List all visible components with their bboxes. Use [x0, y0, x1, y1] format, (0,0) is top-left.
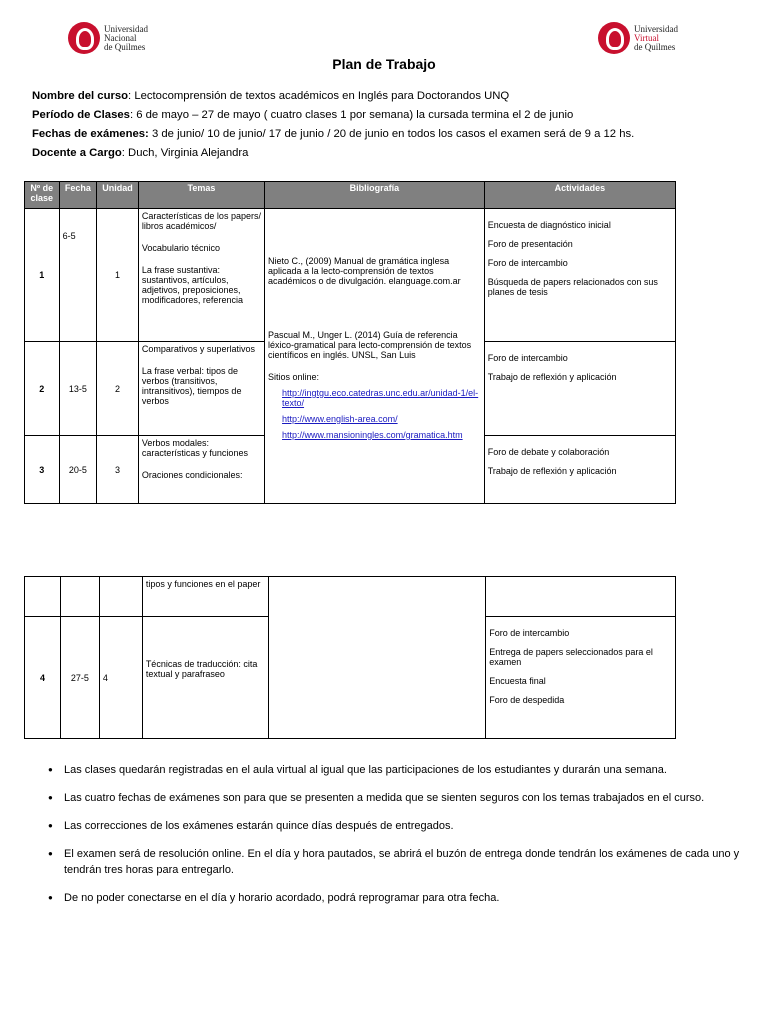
row1-tema-2: Vocabulario técnico [141, 243, 220, 253]
logo-right-line-3: de Quilmes [634, 41, 676, 52]
row1-actividades [484, 209, 675, 342]
header-clase: Nº de clase [25, 182, 60, 209]
row1-num: 1 [25, 209, 60, 342]
row4-actividades [486, 617, 676, 739]
curso-label: Nombre del curso [32, 90, 129, 102]
curso-value: : Lectocomprensión de textos académicos en Inglés para Doctorandos UNQ [128, 90, 510, 102]
unq-seal-icon [68, 22, 100, 54]
logo-right-line-2: Virtual [634, 32, 659, 43]
row4-act-1: Foro de intercambio [489, 628, 570, 638]
table-header-row [25, 182, 676, 209]
header-unidad: Unidad [97, 182, 139, 209]
bib-link-2[interactable]: http://www.english-area.com/ [282, 414, 398, 424]
row1-tema-3: La frase sustantiva: sustantivos, artículos, adjetivos, preposiciones, modificadores, referencia [141, 265, 243, 305]
list-item: ● De no poder conectarse en el día y horario acordado, podrá reprogramar para otra fecha. [48, 890, 748, 906]
bib-ref-2: Pascual M., Unger L. (2014) Guía de referencia léxico-gramatical para lecto-comprensión de textos científicos en inglés. UNSL, San Luis [268, 330, 472, 360]
unq-logo [68, 22, 148, 54]
row3-temas [138, 436, 264, 504]
row3-actividades [484, 436, 675, 504]
row1-unidad: 1 [97, 209, 139, 342]
row2-act-2: Trabajo de reflexión y aplicación [487, 372, 617, 382]
fechas-label: Fechas de exámenes: [32, 128, 149, 140]
bib-ref-1: Nieto C., (2009) Manual de gramática inglesa aplicada a la lecto-comprensión de textos académicos o de divulgación. elanguage.com.ar [268, 256, 461, 286]
row2-tema-2: La frase verbal: tipos de verbos (transitivos, intransitivos), tiempos de verbos [141, 366, 242, 406]
row1-fecha: 6-5 [59, 209, 97, 342]
course-info [32, 87, 634, 163]
row3-fecha: 20-5 [59, 436, 97, 504]
row2-fecha: 13-5 [59, 342, 97, 436]
list-item: ● El examen será de resolución online. En el día y hora pautados, se abrirá el buzón de entrega donde tendrán los exámenes de cada uno y tendrán tres horas para entregarlo. [48, 846, 748, 878]
row1-tema-1: Características de los papers/ libros académicos/ [141, 211, 261, 231]
logo-left-line-3: de Quilmes [104, 41, 146, 52]
bibliografia-cell [265, 209, 485, 504]
header-bibliografia: Bibliografía [265, 182, 485, 209]
list-item: ● Las cuatro fechas de exámenes son para que se presenten a medida que se sienten seguros con los temas trabajados en el curso. [48, 790, 748, 806]
docente-label: Docente a Cargo [32, 147, 122, 159]
header-actividades: Actividades [484, 182, 675, 209]
header-temas: Temas [138, 182, 264, 209]
periodo-value: : 6 de mayo – 27 de mayo ( cuatro clases 1 por semana) la cursada termina el 2 de junio [129, 109, 574, 121]
bib-link-1[interactable]: http://ingtgu.eco.catedras.unc.edu.ar/unidad-1/el-texto/ [282, 388, 479, 408]
cont-fecha [60, 577, 99, 617]
row3-act-1: Foro de debate y colaboración [487, 447, 610, 457]
row4-act-3: Encuesta final [489, 676, 546, 686]
logo-left-line-1: Universidad [104, 23, 148, 34]
periodo-label: Período de Clases [32, 109, 130, 121]
row4-unidad: 4 [99, 617, 142, 739]
cont-bibliografia [268, 577, 486, 739]
notes-list [48, 762, 748, 918]
row1-act-2: Foro de presentación [487, 239, 573, 249]
row4-temas: Técnicas de traducción: cita textual y parafraseo [142, 617, 268, 739]
row3-act-2: Trabajo de reflexión y aplicación [487, 466, 617, 476]
row3-tema-1: Verbos modales: características y funciones [141, 438, 248, 458]
row2-unidad: 2 [97, 342, 139, 436]
row4-num: 4 [25, 617, 61, 739]
cont-num [25, 577, 61, 617]
row2-tema-1: Comparativos y superlativos [141, 344, 255, 354]
uvq-seal-icon [598, 22, 630, 54]
row1-temas [138, 209, 264, 342]
row2-temas [138, 342, 264, 436]
list-item: ● Las correcciones de los exámenes estarán quince días después de entregados. [48, 818, 748, 834]
row2-num: 2 [25, 342, 60, 436]
logo-right-line-1: Universidad [634, 23, 678, 34]
header-fecha: Fecha [59, 182, 97, 209]
schedule-table [24, 181, 676, 504]
list-item: ● Las clases quedarán registradas en el aula virtual al igual que las participaciones de los estudiantes y durarán una semana. [48, 762, 748, 778]
cont-actividades [486, 577, 676, 617]
row3-unidad: 3 [97, 436, 139, 504]
row3-tema-2: Oraciones condicionales: [141, 470, 243, 480]
row1-act-4: Búsqueda de papers relacionados con sus planes de tesis [487, 277, 658, 297]
row4-fecha: 27-5 [60, 617, 99, 739]
row4-act-4: Foro de despedida [489, 695, 565, 705]
page-title: Plan de Trabajo [332, 56, 436, 72]
row2-actividades [484, 342, 675, 436]
cont-unidad [99, 577, 142, 617]
fechas-value: 3 de junio/ 10 de junio/ 17 de junio / 20 de junio en todos los casos el examen será de 9 a 12 hs. [148, 128, 635, 140]
uvq-logo [598, 22, 678, 54]
row4-act-2: Entrega de papers seleccionados para el examen [489, 647, 653, 667]
table-row [25, 577, 676, 617]
schedule-table-continued [24, 576, 676, 739]
docente-value: : Duch, Virginia Alejandra [121, 147, 249, 159]
row2-act-1: Foro de intercambio [487, 353, 568, 363]
row3-num: 3 [25, 436, 60, 504]
bib-link-3[interactable]: http://www.mansioningles.com/gramatica.htm [282, 430, 463, 440]
table-row [25, 209, 676, 342]
logo-left-line-2: Nacional [104, 32, 137, 43]
row1-act-3: Foro de intercambio [487, 258, 568, 268]
cont-temas: tipos y funciones en el paper [142, 577, 268, 617]
bib-sitios-label: Sitios online: [268, 372, 320, 382]
row1-act-1: Encuesta de diagnóstico inicial [487, 220, 611, 230]
